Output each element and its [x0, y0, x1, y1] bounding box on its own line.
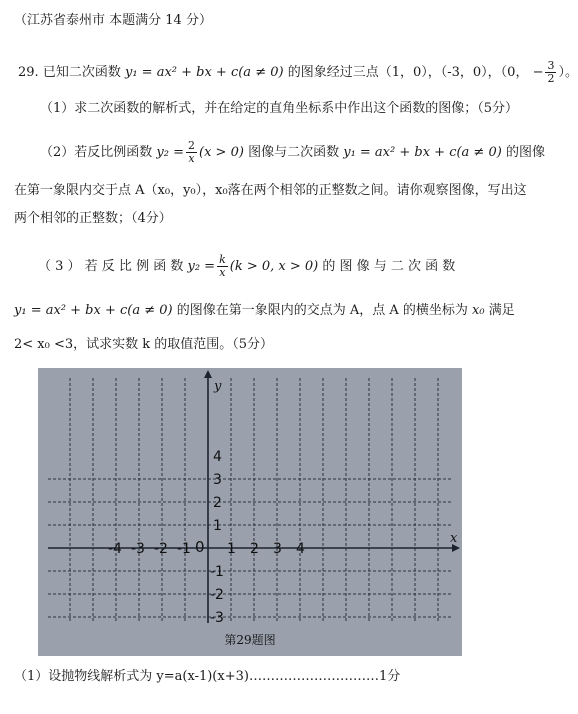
part2-fraction: $\frac{2}{x}$	[188, 139, 196, 165]
part-3-line-2: y₁ = ax² + bx + c(a ≠ 0) 的图像在第一象限内的交点为 A，点 A 的横坐标为 x₀ 满足	[14, 303, 515, 318]
coordinate-grid-figure	[38, 368, 462, 656]
stem-suffix: 的图象经过三点（1，0），（-3，0），（0，	[287, 65, 529, 80]
part3-fraction: $\frac{k}{x}$	[219, 253, 226, 279]
y-tick-label: -2	[210, 587, 224, 603]
x-tick-label: 3	[273, 541, 282, 557]
x-tick-label: -3	[131, 541, 145, 557]
problem-stem: 29. 已知二次函数 y₁ = ax² + bx + c(a ≠ 0) 的图象经过三点（1，0），（-3，0），（0， − $\frac{3}{2}$ ）。	[18, 59, 578, 85]
y-axis-arrow	[204, 370, 212, 378]
x-axis-label: x	[450, 531, 458, 546]
stem-function: y₁ = ax² + bx + c(a ≠ 0)	[124, 65, 284, 80]
part-2-line-2: 在第一象限内交于点 A（x₀，y₀），x₀落在两个相邻的正整数之间。请你观察图像，写出这	[14, 183, 527, 198]
part-3-line-3: 2< x₀ <3，试求实数 k 的取值范围。（5分）	[14, 337, 274, 352]
origin-label: 0	[195, 538, 205, 556]
x-tick-label: -4	[108, 541, 122, 557]
x-tick-label: -1	[177, 541, 191, 557]
part-3-line-1: （ 3 ） 若 反 比 例 函 数 y₂ = $\frac{k}{x}$ (k > 0, x > 0) 的 图 像 与 二 次 函 数	[38, 253, 456, 279]
x-tick-label: 1	[227, 541, 236, 557]
y-tick-label: 1	[213, 518, 222, 534]
x-tick-label: 2	[250, 541, 259, 557]
y-tick-label: 4	[213, 449, 222, 465]
problem-number: 29.	[18, 65, 39, 80]
x-tick-label: -2	[154, 541, 168, 557]
stem-end: ）。	[558, 65, 578, 80]
source-header: （江苏省泰州市 本题满分 14 分）	[14, 13, 212, 28]
part-1: （1）求二次函数的解析式，并在给定的直角坐标系中作出这个函数的图像；（5分）	[40, 101, 519, 116]
point-fraction: $\frac{3}{2}$	[547, 59, 555, 85]
figure-caption: 第29题图	[224, 633, 276, 647]
solution-line-1: （1）设抛物线解析式为 y=a(x-1)(x+3)…………………………1分	[14, 669, 401, 684]
y-tick-label: 2	[213, 495, 222, 511]
stem-prefix: 已知二次函数	[42, 65, 121, 80]
y-axis-label: y	[214, 379, 222, 394]
part-2-line-1: （2）若反比例函数 y₂ = $\frac{2}{x}$ (x > 0) 图像与二次函数 y₁ = ax² + bx + c(a ≠ 0) 的图像	[40, 139, 545, 165]
part-2-line-3: 两个相邻的正整数；（4分）	[14, 211, 172, 226]
x-tick-label: 4	[296, 541, 305, 557]
coordinate-grid	[38, 368, 462, 656]
y-tick-label: -3	[210, 610, 224, 626]
y-tick-label: -1	[210, 564, 224, 580]
y-tick-label: 3	[213, 472, 222, 488]
